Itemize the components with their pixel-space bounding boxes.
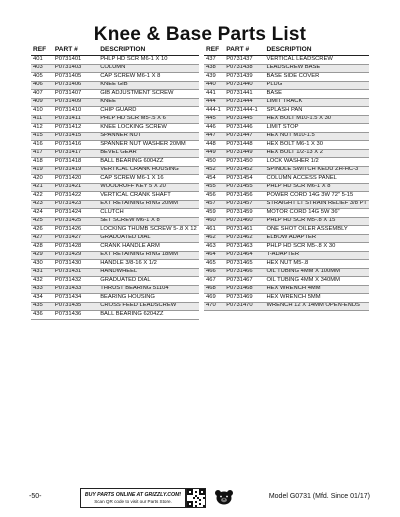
cell-description: HEX WRENCH 5MM bbox=[264, 294, 369, 303]
table-row bbox=[204, 64, 369, 73]
cell-ref: 430 bbox=[31, 260, 53, 269]
table-row bbox=[204, 166, 369, 175]
cell-description: KNEE LOCKING SCREW bbox=[98, 124, 199, 133]
cell-part-number: P0731406 bbox=[53, 81, 98, 90]
cell-ref: 445 bbox=[204, 115, 224, 124]
cell-part-number: P0731433 bbox=[53, 285, 98, 294]
col-header-ref: REF bbox=[204, 46, 224, 56]
cell-part-number: P0731461 bbox=[224, 226, 264, 235]
cell-description: CHIP GUARD bbox=[98, 107, 199, 116]
cell-description: PHLP HD SCR M5-.5 X 6 bbox=[98, 115, 199, 124]
cell-part-number: P0731441 bbox=[224, 90, 264, 99]
table-row bbox=[31, 64, 199, 73]
table-row bbox=[204, 200, 369, 209]
table-row bbox=[204, 243, 369, 252]
table-row bbox=[31, 149, 199, 158]
cell-description: LEADSCREW BASE bbox=[264, 64, 369, 73]
cell-description: HEX BOLT M10-1.5 X 30 bbox=[264, 115, 369, 124]
cell-description: PHLP HD SCR M5-.8 X 15 bbox=[264, 217, 369, 226]
cell-description: CAP SCREW M6-1 X 8 bbox=[98, 73, 199, 82]
cell-ref: 401 bbox=[31, 56, 53, 65]
table-row bbox=[31, 294, 199, 303]
table-row bbox=[31, 81, 199, 90]
cell-description: HEX NUT M10-1.5 bbox=[264, 132, 369, 141]
table-row bbox=[31, 311, 199, 320]
cell-ref: 433 bbox=[31, 285, 53, 294]
cell-ref: 468 bbox=[204, 285, 224, 294]
cell-description: ONE SHOT OILER ASSEMBLY bbox=[264, 226, 369, 235]
cell-part-number: P0731463 bbox=[224, 243, 264, 252]
cell-description: HEX NUT M5-.8 bbox=[264, 260, 369, 269]
cell-part-number: P0731432 bbox=[53, 277, 98, 286]
cell-ref: 418 bbox=[31, 158, 53, 167]
table-row bbox=[204, 302, 369, 311]
table-row bbox=[204, 234, 369, 243]
table-row bbox=[204, 149, 369, 158]
cell-description: GIB ADJUSTMENT SCREW bbox=[98, 90, 199, 99]
col-header-part: PART # bbox=[53, 46, 98, 56]
cell-part-number: P0731459 bbox=[224, 209, 264, 218]
cell-description: HANDLE 3/8-16 X 1/2 bbox=[98, 260, 199, 269]
cell-part-number: P0731435 bbox=[53, 302, 98, 311]
cell-ref: 406 bbox=[31, 81, 53, 90]
col-header-ref: REF bbox=[31, 46, 53, 56]
cell-description: CAP SCREW M6-1 X 16 bbox=[98, 175, 199, 184]
cell-part-number: P0731431 bbox=[53, 268, 98, 277]
cell-part-number: P0731418 bbox=[53, 158, 98, 167]
cell-part-number: P0731455 bbox=[224, 183, 264, 192]
cell-ref: 441 bbox=[204, 90, 224, 99]
cell-part-number: P0731454 bbox=[224, 175, 264, 184]
cell-description: EXT RETAINING RING 20MM bbox=[98, 200, 199, 209]
cell-part-number: P0731415 bbox=[53, 132, 98, 141]
table-row bbox=[204, 158, 369, 167]
table-row bbox=[31, 56, 199, 65]
cell-ref: 439 bbox=[204, 73, 224, 82]
parts-table-right-body bbox=[204, 56, 369, 311]
parts-table-left-body bbox=[31, 56, 199, 320]
cell-description: LIMIT STOP bbox=[264, 124, 369, 133]
cell-part-number: P0731450 bbox=[224, 158, 264, 167]
cell-ref: 450 bbox=[204, 158, 224, 167]
table-row bbox=[31, 192, 199, 201]
table-row bbox=[204, 294, 369, 303]
cell-ref: 434 bbox=[31, 294, 53, 303]
cell-ref: 466 bbox=[204, 268, 224, 277]
model-label: Model G0731 (Mfd. Since 01/17) bbox=[268, 493, 370, 500]
table-row bbox=[204, 209, 369, 218]
cell-part-number: P0731410 bbox=[53, 107, 98, 116]
cell-description: VERTICAL CRANK SHAFT bbox=[98, 192, 199, 201]
parts-table-left bbox=[31, 46, 199, 320]
table-row bbox=[204, 124, 369, 133]
cell-description: T-ADAPTER bbox=[264, 251, 369, 260]
cell-ref: 403 bbox=[31, 64, 53, 73]
cell-part-number: P0731425 bbox=[53, 217, 98, 226]
cell-description: HANDWHEEL bbox=[98, 268, 199, 277]
table-row bbox=[204, 175, 369, 184]
cell-ref: 470 bbox=[204, 302, 224, 311]
cell-description: BEVEL GEAR bbox=[98, 149, 199, 158]
table-row bbox=[31, 141, 199, 150]
cell-description: PHLP HD SCR M6-1 X 10 bbox=[98, 56, 199, 65]
cell-part-number: P0731444 bbox=[224, 98, 264, 107]
cell-part-number: P0731464 bbox=[224, 251, 264, 260]
cell-description: COLUMN bbox=[98, 64, 199, 73]
cell-ref: 464 bbox=[204, 251, 224, 260]
cell-ref: 425 bbox=[31, 217, 53, 226]
table-row bbox=[31, 209, 199, 218]
table-row bbox=[204, 192, 369, 201]
table-row bbox=[31, 277, 199, 286]
cell-ref: 444-1 bbox=[204, 107, 224, 116]
cell-description: HEX BOLT M6-1 X 30 bbox=[264, 141, 369, 150]
cell-ref: 460 bbox=[204, 217, 224, 226]
cell-description: WRENCH 12 X 14MM OPEN-ENDS bbox=[264, 302, 369, 311]
cell-description: PHLP HD SCR M6-1 X 8 bbox=[264, 183, 369, 192]
cell-ref: 422 bbox=[31, 192, 53, 201]
cell-description: POWER CORD 14G 3W 72" 5-15 bbox=[264, 192, 369, 201]
table-row bbox=[204, 217, 369, 226]
cell-part-number: P0731403 bbox=[53, 64, 98, 73]
cell-ref: 465 bbox=[204, 260, 224, 269]
table-row bbox=[31, 124, 199, 133]
cell-part-number: P0731456 bbox=[224, 192, 264, 201]
cell-part-number: P0731440 bbox=[224, 81, 264, 90]
cell-part-number: P0731468 bbox=[224, 285, 264, 294]
cell-ref: 435 bbox=[31, 302, 53, 311]
cell-part-number: P0731460 bbox=[224, 217, 264, 226]
cell-description: BASE SIDE COVER bbox=[264, 73, 369, 82]
cell-part-number: P0731423 bbox=[53, 200, 98, 209]
table-row bbox=[31, 158, 199, 167]
table-row bbox=[31, 200, 199, 209]
cell-part-number: P0731469 bbox=[224, 294, 264, 303]
cell-part-number: P0731409 bbox=[53, 98, 98, 107]
cell-description: BALL BEARING 6204ZZ bbox=[98, 311, 199, 320]
cell-ref: 459 bbox=[204, 209, 224, 218]
table-row bbox=[31, 234, 199, 243]
table-row bbox=[31, 285, 199, 294]
cell-part-number: P0731430 bbox=[53, 260, 98, 269]
cell-part-number: P0731437 bbox=[224, 56, 264, 65]
cell-description: KNEE bbox=[98, 98, 199, 107]
cell-description: CLUTCH bbox=[98, 209, 199, 218]
cell-ref: 461 bbox=[204, 226, 224, 235]
cell-ref: 412 bbox=[31, 124, 53, 133]
cell-part-number: P0731457 bbox=[224, 200, 264, 209]
cell-description: HEX BOLT 1/2-13 X 2 bbox=[264, 149, 369, 158]
cell-description: SPANNER NUT bbox=[98, 132, 199, 141]
col-header-part: PART # bbox=[224, 46, 264, 56]
cell-description: OIL TUBING 4MM X 100MM bbox=[264, 268, 369, 277]
cell-part-number: P0731462 bbox=[224, 234, 264, 243]
cell-ref: 447 bbox=[204, 132, 224, 141]
cell-part-number: P0731452 bbox=[224, 166, 264, 175]
cell-ref: 417 bbox=[31, 149, 53, 158]
cell-ref: 410 bbox=[31, 107, 53, 116]
cell-part-number: P0731445 bbox=[224, 115, 264, 124]
cell-part-number: P0731419 bbox=[53, 166, 98, 175]
cell-description: VERTICAL LEADSCREW bbox=[264, 56, 369, 65]
cell-ref: 440 bbox=[204, 81, 224, 90]
cell-part-number: P0731429 bbox=[53, 251, 98, 260]
cell-ref: 438 bbox=[204, 64, 224, 73]
cell-ref: 469 bbox=[204, 294, 224, 303]
cell-part-number: P0731444-1 bbox=[224, 107, 264, 116]
table-row bbox=[31, 175, 199, 184]
cell-description: ELBOW ADAPTER bbox=[264, 234, 369, 243]
cell-description: THRUST BEARING 51104 bbox=[98, 285, 199, 294]
cell-part-number: P0731436 bbox=[53, 311, 98, 320]
table-row bbox=[31, 166, 199, 175]
table-row bbox=[31, 73, 199, 82]
cell-part-number: P0731412 bbox=[53, 124, 98, 133]
cell-part-number: P0731465 bbox=[224, 260, 264, 269]
table-row bbox=[204, 226, 369, 235]
cell-part-number: P0731447 bbox=[224, 132, 264, 141]
parts-table-right bbox=[204, 46, 369, 311]
cell-description: COLUMN ACCESS PANEL bbox=[264, 175, 369, 184]
table-row bbox=[31, 132, 199, 141]
table-row bbox=[31, 90, 199, 99]
cell-description: VERTICAL CRANK HOUSING bbox=[98, 166, 199, 175]
table-row bbox=[204, 132, 369, 141]
cell-ref: 429 bbox=[31, 251, 53, 260]
cell-description: LIMIT TRACK bbox=[264, 98, 369, 107]
cell-description: CROSS FEED LEADSCREW bbox=[98, 302, 199, 311]
table-row bbox=[31, 183, 199, 192]
cell-ref: 426 bbox=[31, 226, 53, 235]
table-row bbox=[31, 226, 199, 235]
cell-description: GRADUATED DIAL bbox=[98, 277, 199, 286]
cell-ref: 456 bbox=[204, 192, 224, 201]
cell-ref: 437 bbox=[204, 56, 224, 65]
cell-part-number: P0731420 bbox=[53, 175, 98, 184]
cell-ref: 419 bbox=[31, 166, 53, 175]
table-row bbox=[31, 302, 199, 311]
table-row bbox=[204, 285, 369, 294]
table-row bbox=[31, 115, 199, 124]
cell-part-number: P0731407 bbox=[53, 90, 98, 99]
cell-part-number: P0731426 bbox=[53, 226, 98, 235]
cell-part-number: P0731417 bbox=[53, 149, 98, 158]
table-row bbox=[204, 56, 369, 65]
cell-description: PHLP HD SCR M5-.8 X 30 bbox=[264, 243, 369, 252]
grizzly-bear-logo-icon bbox=[214, 489, 234, 505]
cell-ref: 448 bbox=[204, 141, 224, 150]
cell-part-number: P0731421 bbox=[53, 183, 98, 192]
table-row bbox=[204, 90, 369, 99]
cell-description: BASE bbox=[264, 90, 369, 99]
col-header-description: DESCRIPTION bbox=[98, 46, 199, 56]
cell-ref: 431 bbox=[31, 268, 53, 277]
cell-ref: 444 bbox=[204, 98, 224, 107]
cell-description: KNEE GIB bbox=[98, 81, 199, 90]
cell-ref: 411 bbox=[31, 115, 53, 124]
table-header-row bbox=[204, 46, 369, 56]
cell-description: SPLASH PAN bbox=[264, 107, 369, 116]
cell-ref: 423 bbox=[31, 200, 53, 209]
cell-ref: 457 bbox=[204, 200, 224, 209]
table-row bbox=[204, 73, 369, 82]
cell-part-number: P0731427 bbox=[53, 234, 98, 243]
cell-description: GRADUATED DIAL bbox=[98, 234, 199, 243]
table-row bbox=[31, 107, 199, 116]
cell-ref: 449 bbox=[204, 149, 224, 158]
cell-part-number: P0731448 bbox=[224, 141, 264, 150]
table-header-row bbox=[31, 46, 199, 56]
table-row bbox=[204, 183, 369, 192]
promo-headline: BUY PARTS ONLINE AT GRIZZLY.COM! bbox=[84, 492, 182, 498]
cell-part-number: P0731439 bbox=[224, 73, 264, 82]
cell-part-number: P0731428 bbox=[53, 243, 98, 252]
table-row bbox=[204, 107, 369, 116]
page-title: Knee & Base Parts List bbox=[93, 24, 307, 45]
cell-ref: 415 bbox=[31, 132, 53, 141]
promo-subline: Scan QR code to visit our Parts Store. bbox=[94, 499, 172, 504]
table-row bbox=[31, 243, 199, 252]
cell-ref: 421 bbox=[31, 183, 53, 192]
table-row bbox=[204, 268, 369, 277]
cell-description: EXT RETAINING RING 18MM bbox=[98, 251, 199, 260]
cell-part-number: P0731422 bbox=[53, 192, 98, 201]
table-row bbox=[31, 217, 199, 226]
cell-description: BEARING HOUSING bbox=[98, 294, 199, 303]
cell-part-number: P0731411 bbox=[53, 115, 98, 124]
cell-part-number: P0731467 bbox=[224, 277, 264, 286]
table-row bbox=[204, 115, 369, 124]
cell-description: CRANK HANDLE ARM bbox=[98, 243, 199, 252]
cell-part-number: P0731424 bbox=[53, 209, 98, 218]
cell-ref: 436 bbox=[31, 311, 53, 320]
cell-description: SPANNER NUT WASHER 20MM bbox=[98, 141, 199, 150]
cell-ref: 462 bbox=[204, 234, 224, 243]
cell-ref: 454 bbox=[204, 175, 224, 184]
cell-part-number: P0731416 bbox=[53, 141, 98, 150]
page-footer bbox=[0, 488, 400, 508]
cell-description: OIL TUBING 4MM X 340MM bbox=[264, 277, 369, 286]
cell-part-number: P0731446 bbox=[224, 124, 264, 133]
cell-part-number: P0731401 bbox=[53, 56, 98, 65]
table-row bbox=[31, 260, 199, 269]
table-row bbox=[204, 260, 369, 269]
cell-ref: 424 bbox=[31, 209, 53, 218]
table-row bbox=[31, 98, 199, 107]
table-row bbox=[31, 268, 199, 277]
cell-part-number: P0731405 bbox=[53, 73, 98, 82]
cell-ref: 409 bbox=[31, 98, 53, 107]
qr-code-icon[interactable] bbox=[186, 488, 206, 508]
cell-ref: 427 bbox=[31, 234, 53, 243]
cell-description: PLUG bbox=[264, 81, 369, 90]
col-header-description: DESCRIPTION bbox=[264, 46, 369, 56]
table-row bbox=[204, 98, 369, 107]
cell-ref: 416 bbox=[31, 141, 53, 150]
cell-description: STRAIGHT LT STRAIN RELIEF 3/8 PT bbox=[264, 200, 369, 209]
table-row bbox=[204, 81, 369, 90]
cell-ref: 432 bbox=[31, 277, 53, 286]
cell-part-number: P0731466 bbox=[224, 268, 264, 277]
parts-promo-box bbox=[80, 488, 186, 508]
cell-description: HEX WRENCH 4MM bbox=[264, 285, 369, 294]
cell-ref: 452 bbox=[204, 166, 224, 175]
cell-part-number: P0731438 bbox=[224, 64, 264, 73]
table-row bbox=[204, 141, 369, 150]
page-number: -50- bbox=[29, 493, 42, 500]
cell-part-number: P0731470 bbox=[224, 302, 264, 311]
table-row bbox=[31, 251, 199, 260]
cell-ref: 446 bbox=[204, 124, 224, 133]
cell-description: LOCKING THUMB SCREW 5-.8 X 12 bbox=[98, 226, 199, 235]
cell-description: WOODRUFF KEY 5 X 20 bbox=[98, 183, 199, 192]
cell-description: SET SCREW M6-1 X 8 bbox=[98, 217, 199, 226]
table-row bbox=[204, 277, 369, 286]
cell-part-number: P0731434 bbox=[53, 294, 98, 303]
cell-ref: 463 bbox=[204, 243, 224, 252]
cell-ref: 428 bbox=[31, 243, 53, 252]
cell-ref: 407 bbox=[31, 90, 53, 99]
cell-description: BALL BEARING 6004ZZ bbox=[98, 158, 199, 167]
cell-description: MOTOR CORD 14G 5W 36" bbox=[264, 209, 369, 218]
table-row bbox=[204, 251, 369, 260]
cell-description: SPINDLE SWITCH KEDU ZH-HC-3 bbox=[264, 166, 369, 175]
cell-ref: 405 bbox=[31, 73, 53, 82]
cell-part-number: P0731449 bbox=[224, 149, 264, 158]
cell-ref: 420 bbox=[31, 175, 53, 184]
cell-ref: 467 bbox=[204, 277, 224, 286]
cell-description: LOCK WASHER 1/2 bbox=[264, 158, 369, 167]
cell-ref: 455 bbox=[204, 183, 224, 192]
